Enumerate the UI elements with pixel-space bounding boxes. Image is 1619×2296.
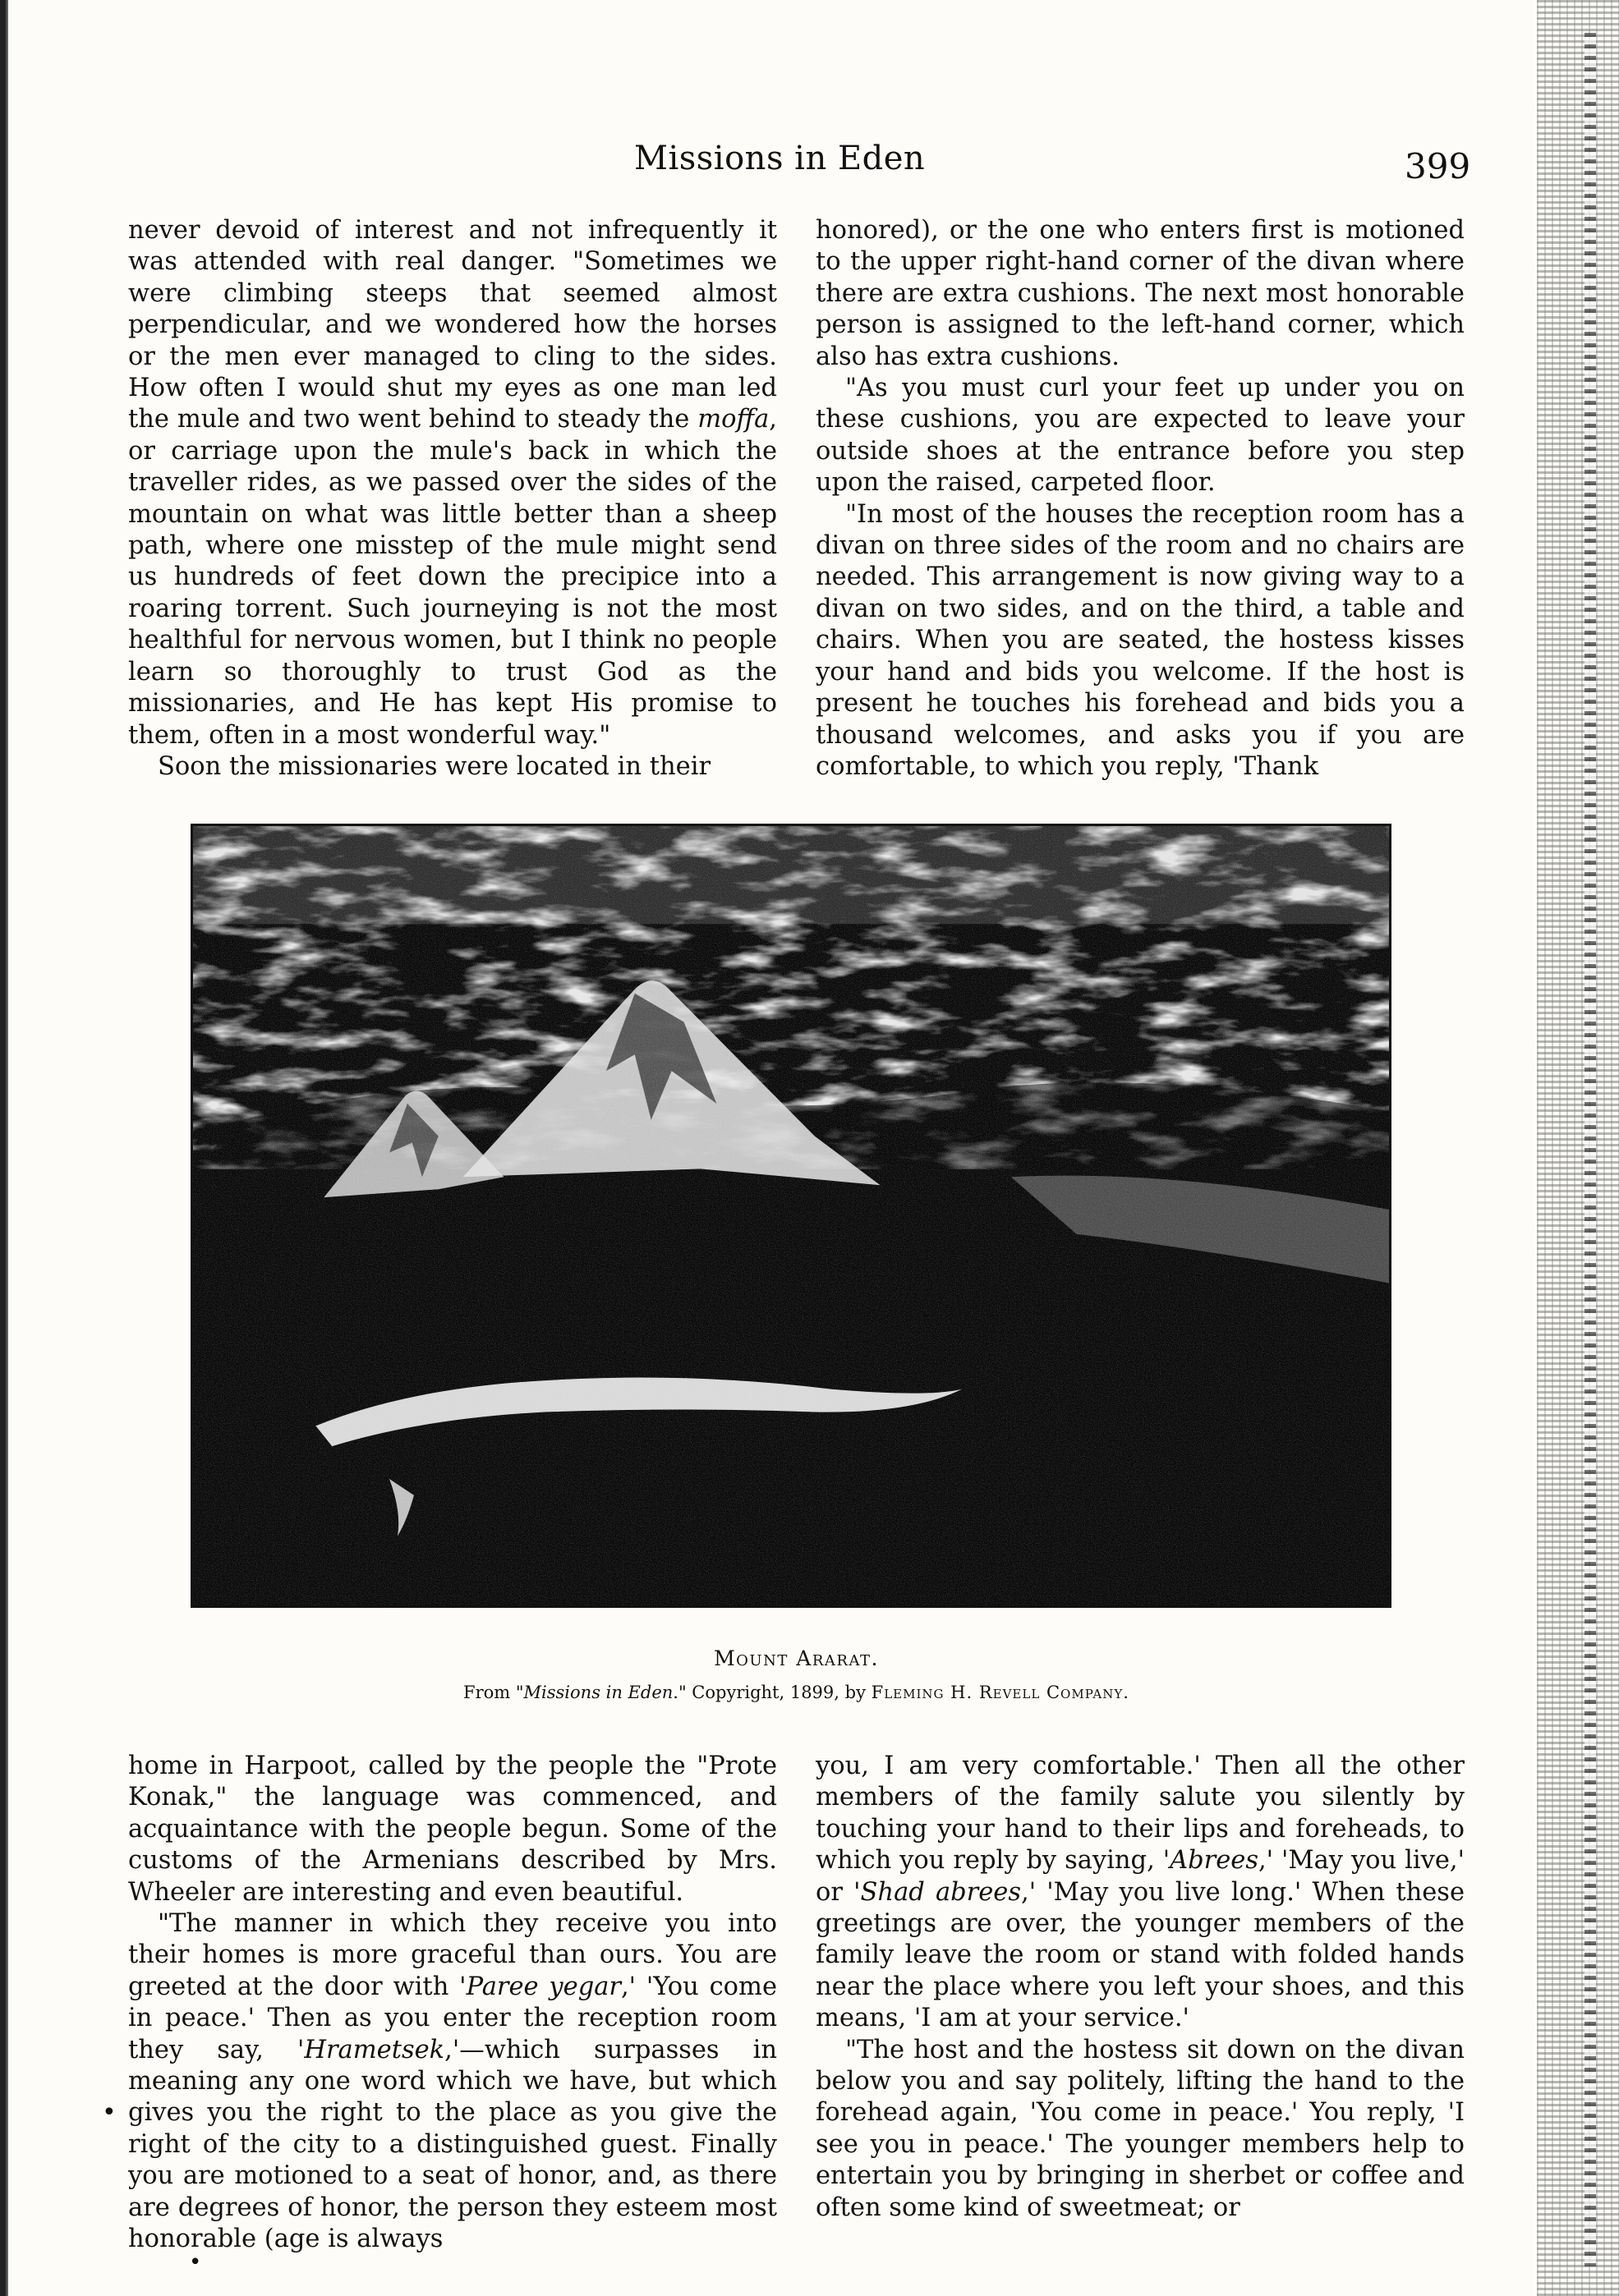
paragraph: "The host and the hostess sit down on the divan below you and say politely, lifting the hand to the forehead again, 'You come in peace.' You reply, 'I see you in peace.' The younger members help to entertain you by bringing in sherbet or coffee and often some kind of sweetmeat; or	[816, 2035, 1465, 2222]
scan-right-edge-strip	[1585, 33, 1596, 2266]
page-number: 399	[1405, 146, 1471, 186]
paragraph: honored), or the one who enters first is motioned to the upper right-hand corner of the divan where there are extra cushions. The next most honorable person is assigned to the left-hand corner, which also has extra cushions.	[816, 216, 1465, 371]
italic-term: moffa	[697, 405, 770, 434]
paragraph: "The manner in which they receive you into their homes is more graceful than ours. You are greeted at the door with 'Paree yegar,' 'You come in peace.' Then as you enter the reception room they say, 'Hrametsek,'—which surpasses in meaning any one word which we have, but which gives you the right to the place as you give the right of the city to a distinguished guest. Finally you are motioned to a seat of honor, and, as there are degrees of honor, the person they esteem most honorable (age is always	[128, 1909, 778, 2254]
italic-term: Paree yegar	[466, 1972, 621, 2001]
italic-term: Shad abrees	[860, 1877, 1022, 1907]
mount-ararat-illustration	[193, 826, 1389, 1605]
halftone-grain	[193, 826, 1389, 1605]
running-head-title: Missions in Eden	[634, 140, 926, 177]
italic-term: Hrametsek	[304, 2035, 445, 2064]
paragraph: Soon the missionaries were located in their	[158, 751, 711, 781]
paragraph: "As you must curl your feet up under you on these cushions, you are expected to leave your outside shoes at the entrance before you step upon the raised, carpeted floor.	[816, 374, 1465, 498]
scan-binding-edge	[0, 0, 8, 2296]
paragraph: "In most of the houses the reception room has a divan on three sides of the room and no chairs are needed. This arrangement is now giving way to a divan on two sides, and on the third, a table and chairs. When you are seated, the hostess kisses your hand and bids you welcome. If the host is present he touches his forehead and bids you a thousand welcomes, and asks you if you are comfortable, to which you reply, 'Thank	[816, 499, 1465, 781]
bottom-margin-mark: •	[189, 2250, 202, 2275]
figure-credit-line: From "Missions in Eden." Copyright, 1899, by Fleming H. Revell Company.	[463, 1683, 1129, 1702]
mount-ararat-photo	[191, 824, 1391, 1608]
column-bottom-left	[128, 1751, 777, 2256]
publisher-name: Fleming H. Revell Company.	[871, 1683, 1129, 1702]
margin-bullet-mark: •	[102, 2098, 117, 2127]
column-bottom-right	[816, 1751, 1465, 2224]
figure-caption-title: Mount Ararat.	[714, 1646, 879, 1670]
italic-term: Abrees	[1170, 1846, 1258, 1876]
paragraph: never devoid of interest and not infrequently it was attended with real danger. "Sometimes we were climbing steeps that seemed almost perpendicular, and we wondered how the horses or the men ever managed to cling to the sides. How often I would shut my eyes as one man led the mule and two went behind to steady the moffa, or carriage upon the mule's back in which the traveller rides, as we passed over the sides of the mountain on what was little better than a sheep path, where one misstep of the mule might send us hundreds of feet down the precipice into a roaring torrent. Such journeying is not the most healthful for nervous women, but I think no people learn so thoroughly to trust God as the missionaries, and He has kept His promise to them, often in a most wonderful way."	[128, 216, 777, 750]
paragraph: you, I am very comfortable.' Then all the other members of the family salute you silently by touching your hand to their lips and foreheads, to which you reply by saying, 'Abrees,' 'May you live,' or 'Shad abrees,' 'May you live long.' When these greetings are over, the younger members of the family leave the room or stand with folded hands near the place where you left your shoes, and this means, 'I am at your service.'	[816, 1752, 1465, 2033]
column-top-left	[128, 215, 777, 783]
scan-right-edge-noise	[1537, 0, 1619, 2296]
italic-book-title: Missions in Eden	[523, 1683, 674, 1702]
paragraph: home in Harpoot, called by the people the "Prote Konak," the language was commenced, and acquaintance with the people begun. Some of the customs of the Armenians described by Mrs. Wheeler are interesting and even beautiful.	[128, 1752, 777, 1907]
column-top-right	[816, 215, 1465, 783]
